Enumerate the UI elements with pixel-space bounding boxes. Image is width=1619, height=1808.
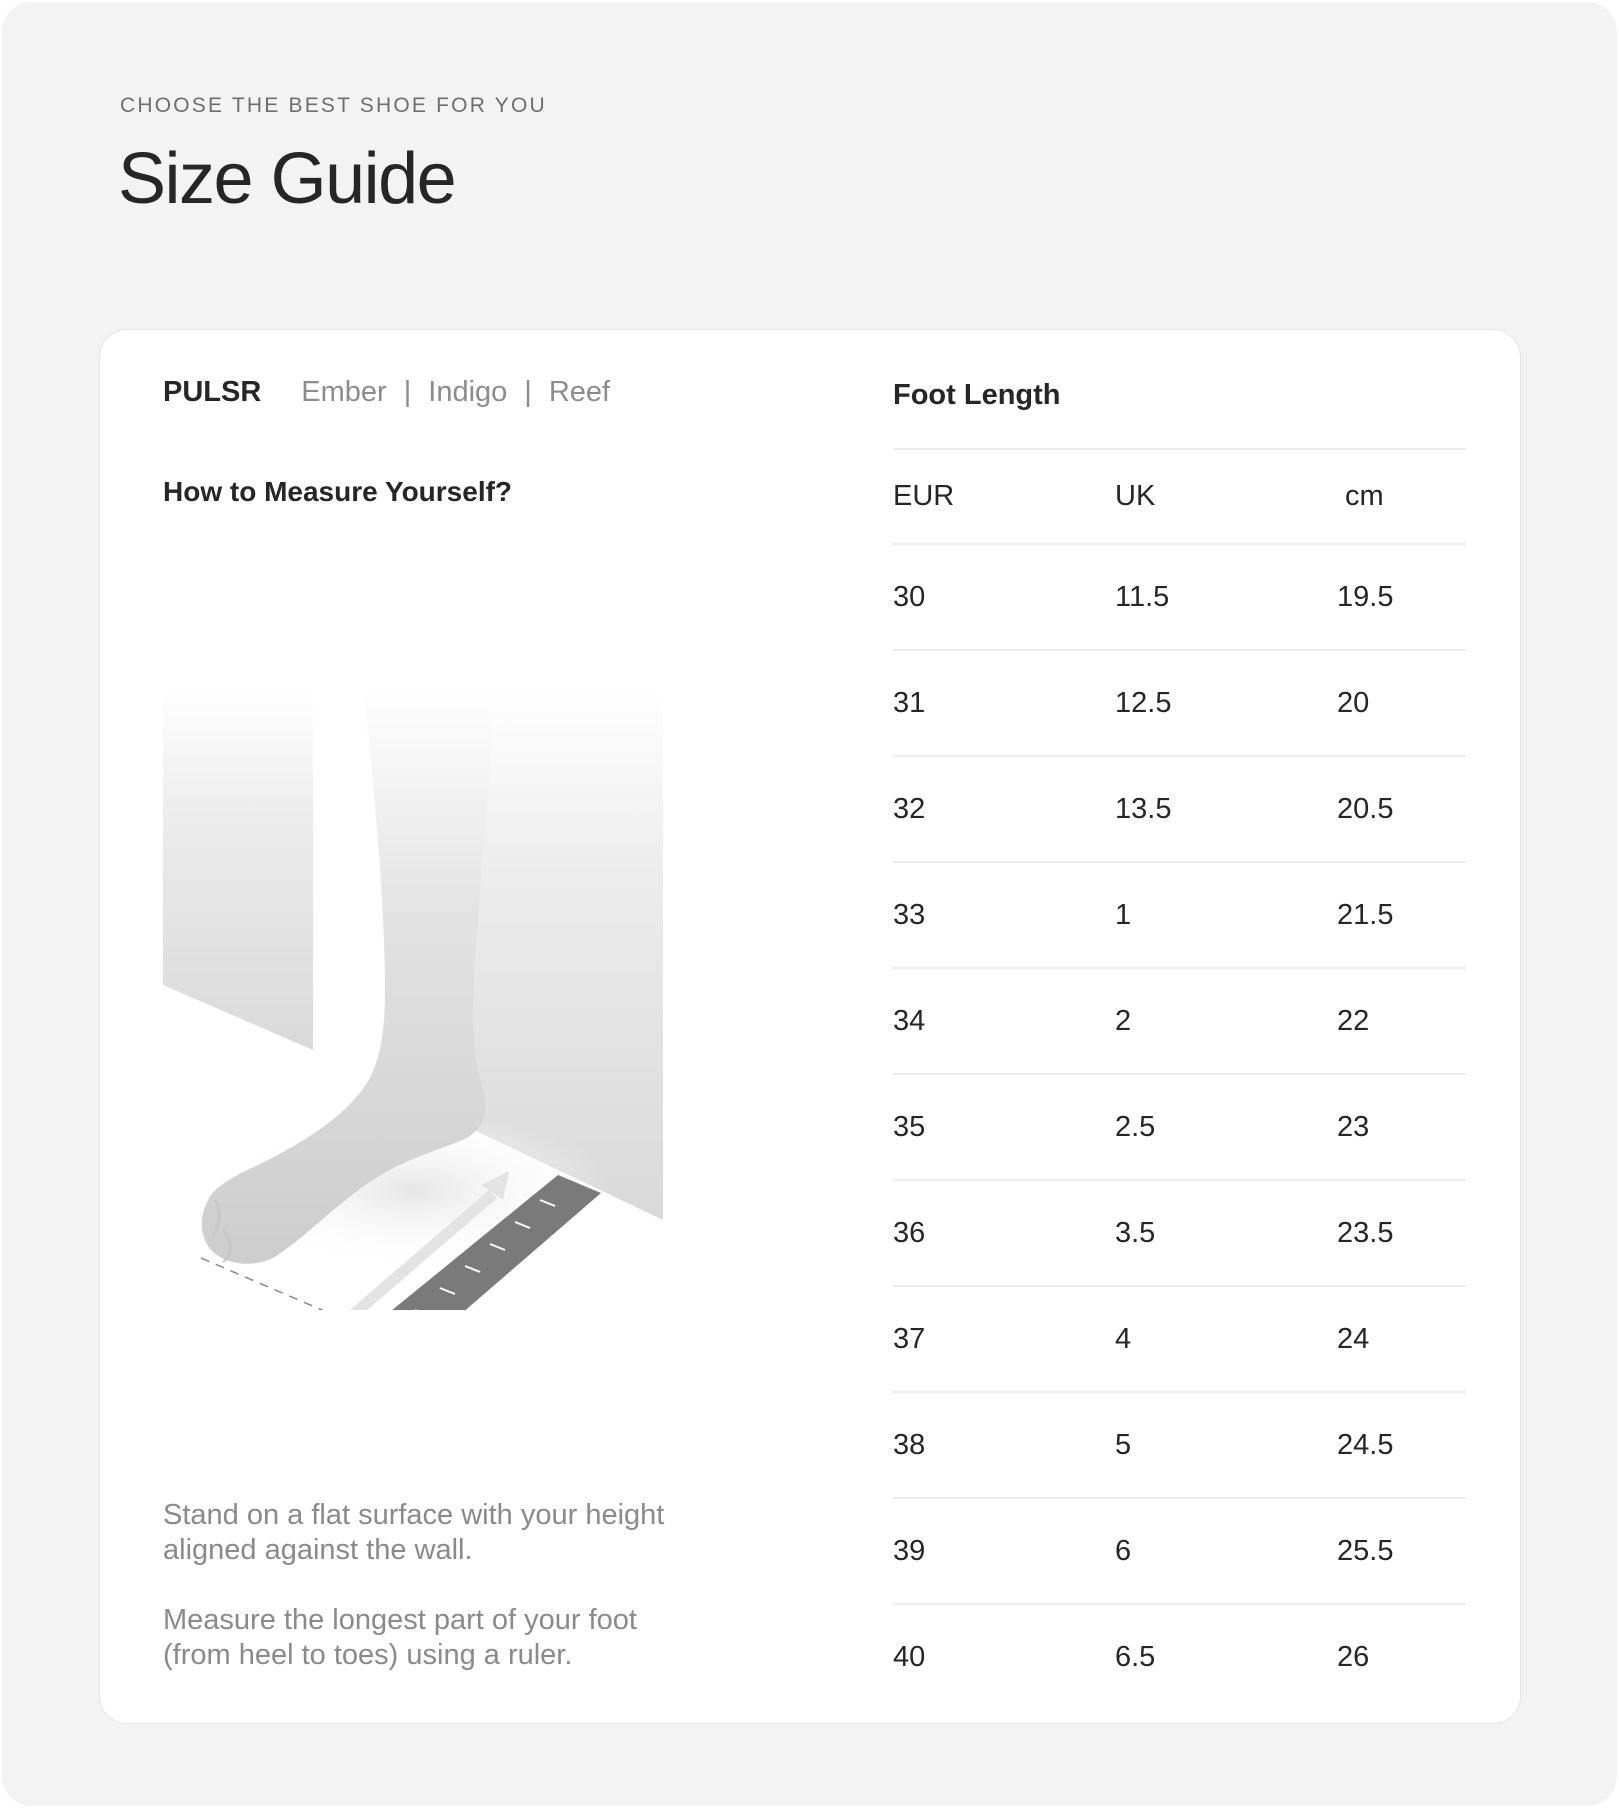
measure-heading: How to Measure Yourself? xyxy=(163,476,513,507)
instruction-step: Stand on a flat surface with your height aligned against the wall. xyxy=(163,1499,665,1566)
cell-eur: 33 xyxy=(893,898,926,931)
cell-cm: 20.5 xyxy=(1337,792,1394,825)
cell-eur: 35 xyxy=(893,1110,926,1143)
cell-uk: 2.5 xyxy=(1115,1110,1156,1143)
cell-eur: 38 xyxy=(893,1428,926,1461)
tab-separator: | xyxy=(403,376,412,408)
cell-eur: 37 xyxy=(893,1322,926,1355)
page-title: Size Guide xyxy=(118,139,456,219)
cell-eur: 32 xyxy=(893,792,926,825)
column-header-eur: EUR xyxy=(893,480,955,512)
page-eyebrow: CHOOSE THE BEST SHOE FOR YOU xyxy=(120,94,547,117)
table-title: Foot Length xyxy=(893,379,1061,411)
cell-uk: 5 xyxy=(1115,1428,1132,1461)
column-header-uk: UK xyxy=(1115,480,1156,512)
instruction-step: Measure the longest part of your foot (from heel to toes) using a ruler. xyxy=(163,1604,637,1671)
cell-eur: 31 xyxy=(893,686,926,719)
cell-cm: 23 xyxy=(1337,1110,1370,1143)
size-guide-page xyxy=(2,2,1617,1806)
cell-uk: 4 xyxy=(1115,1322,1132,1355)
cell-cm: 25.5 xyxy=(1337,1534,1394,1567)
table-row xyxy=(893,1605,1466,1709)
cell-uk: 1 xyxy=(1115,898,1132,931)
table-row xyxy=(893,757,1466,863)
size-guide-card xyxy=(99,329,1521,1724)
table-header xyxy=(893,448,1466,545)
cell-uk: 6 xyxy=(1115,1534,1132,1567)
table-row xyxy=(893,545,1466,651)
cell-cm: 19.5 xyxy=(1337,580,1394,613)
column-header-cm: cm xyxy=(1345,480,1384,512)
cell-eur: 40 xyxy=(893,1640,926,1673)
cell-cm: 24 xyxy=(1337,1322,1370,1355)
cell-eur: 39 xyxy=(893,1534,926,1567)
table-row xyxy=(893,1393,1466,1499)
cell-uk: 13.5 xyxy=(1115,792,1172,825)
table-row xyxy=(893,1075,1466,1181)
table-row xyxy=(893,863,1466,969)
table-row xyxy=(893,969,1466,1075)
tab-ember[interactable]: Ember xyxy=(301,376,387,408)
cell-uk: 12.5 xyxy=(1115,686,1172,719)
cell-uk: 2 xyxy=(1115,1004,1132,1037)
wall-left-shape xyxy=(163,690,313,1050)
table-row xyxy=(893,1499,1466,1605)
cell-eur: 34 xyxy=(893,1004,926,1037)
tab-brand-pulsr[interactable]: PULSR xyxy=(163,376,262,408)
tab-reef[interactable]: Reef xyxy=(548,376,611,408)
cell-eur: 36 xyxy=(893,1216,926,1249)
cell-cm: 24.5 xyxy=(1337,1428,1394,1461)
measure-instructions xyxy=(163,1498,683,1708)
cell-cm: 26 xyxy=(1337,1640,1370,1673)
table-row xyxy=(893,1287,1466,1393)
cell-cm: 22 xyxy=(1337,1004,1370,1037)
cell-cm: 20 xyxy=(1337,686,1370,719)
cell-eur: 30 xyxy=(893,580,926,613)
cell-cm: 23.5 xyxy=(1337,1216,1394,1249)
cell-uk: 6.5 xyxy=(1115,1640,1156,1673)
cell-cm: 21.5 xyxy=(1337,898,1394,931)
model-tabs xyxy=(163,376,610,409)
table-row xyxy=(893,1181,1466,1287)
table-row xyxy=(893,651,1466,757)
tab-indigo[interactable]: Indigo xyxy=(428,376,508,408)
cell-uk: 11.5 xyxy=(1115,580,1170,613)
foot-measure-illustration xyxy=(163,690,663,1310)
size-table xyxy=(893,448,1466,1709)
cell-uk: 3.5 xyxy=(1115,1216,1156,1249)
tab-separator: | xyxy=(524,376,532,408)
